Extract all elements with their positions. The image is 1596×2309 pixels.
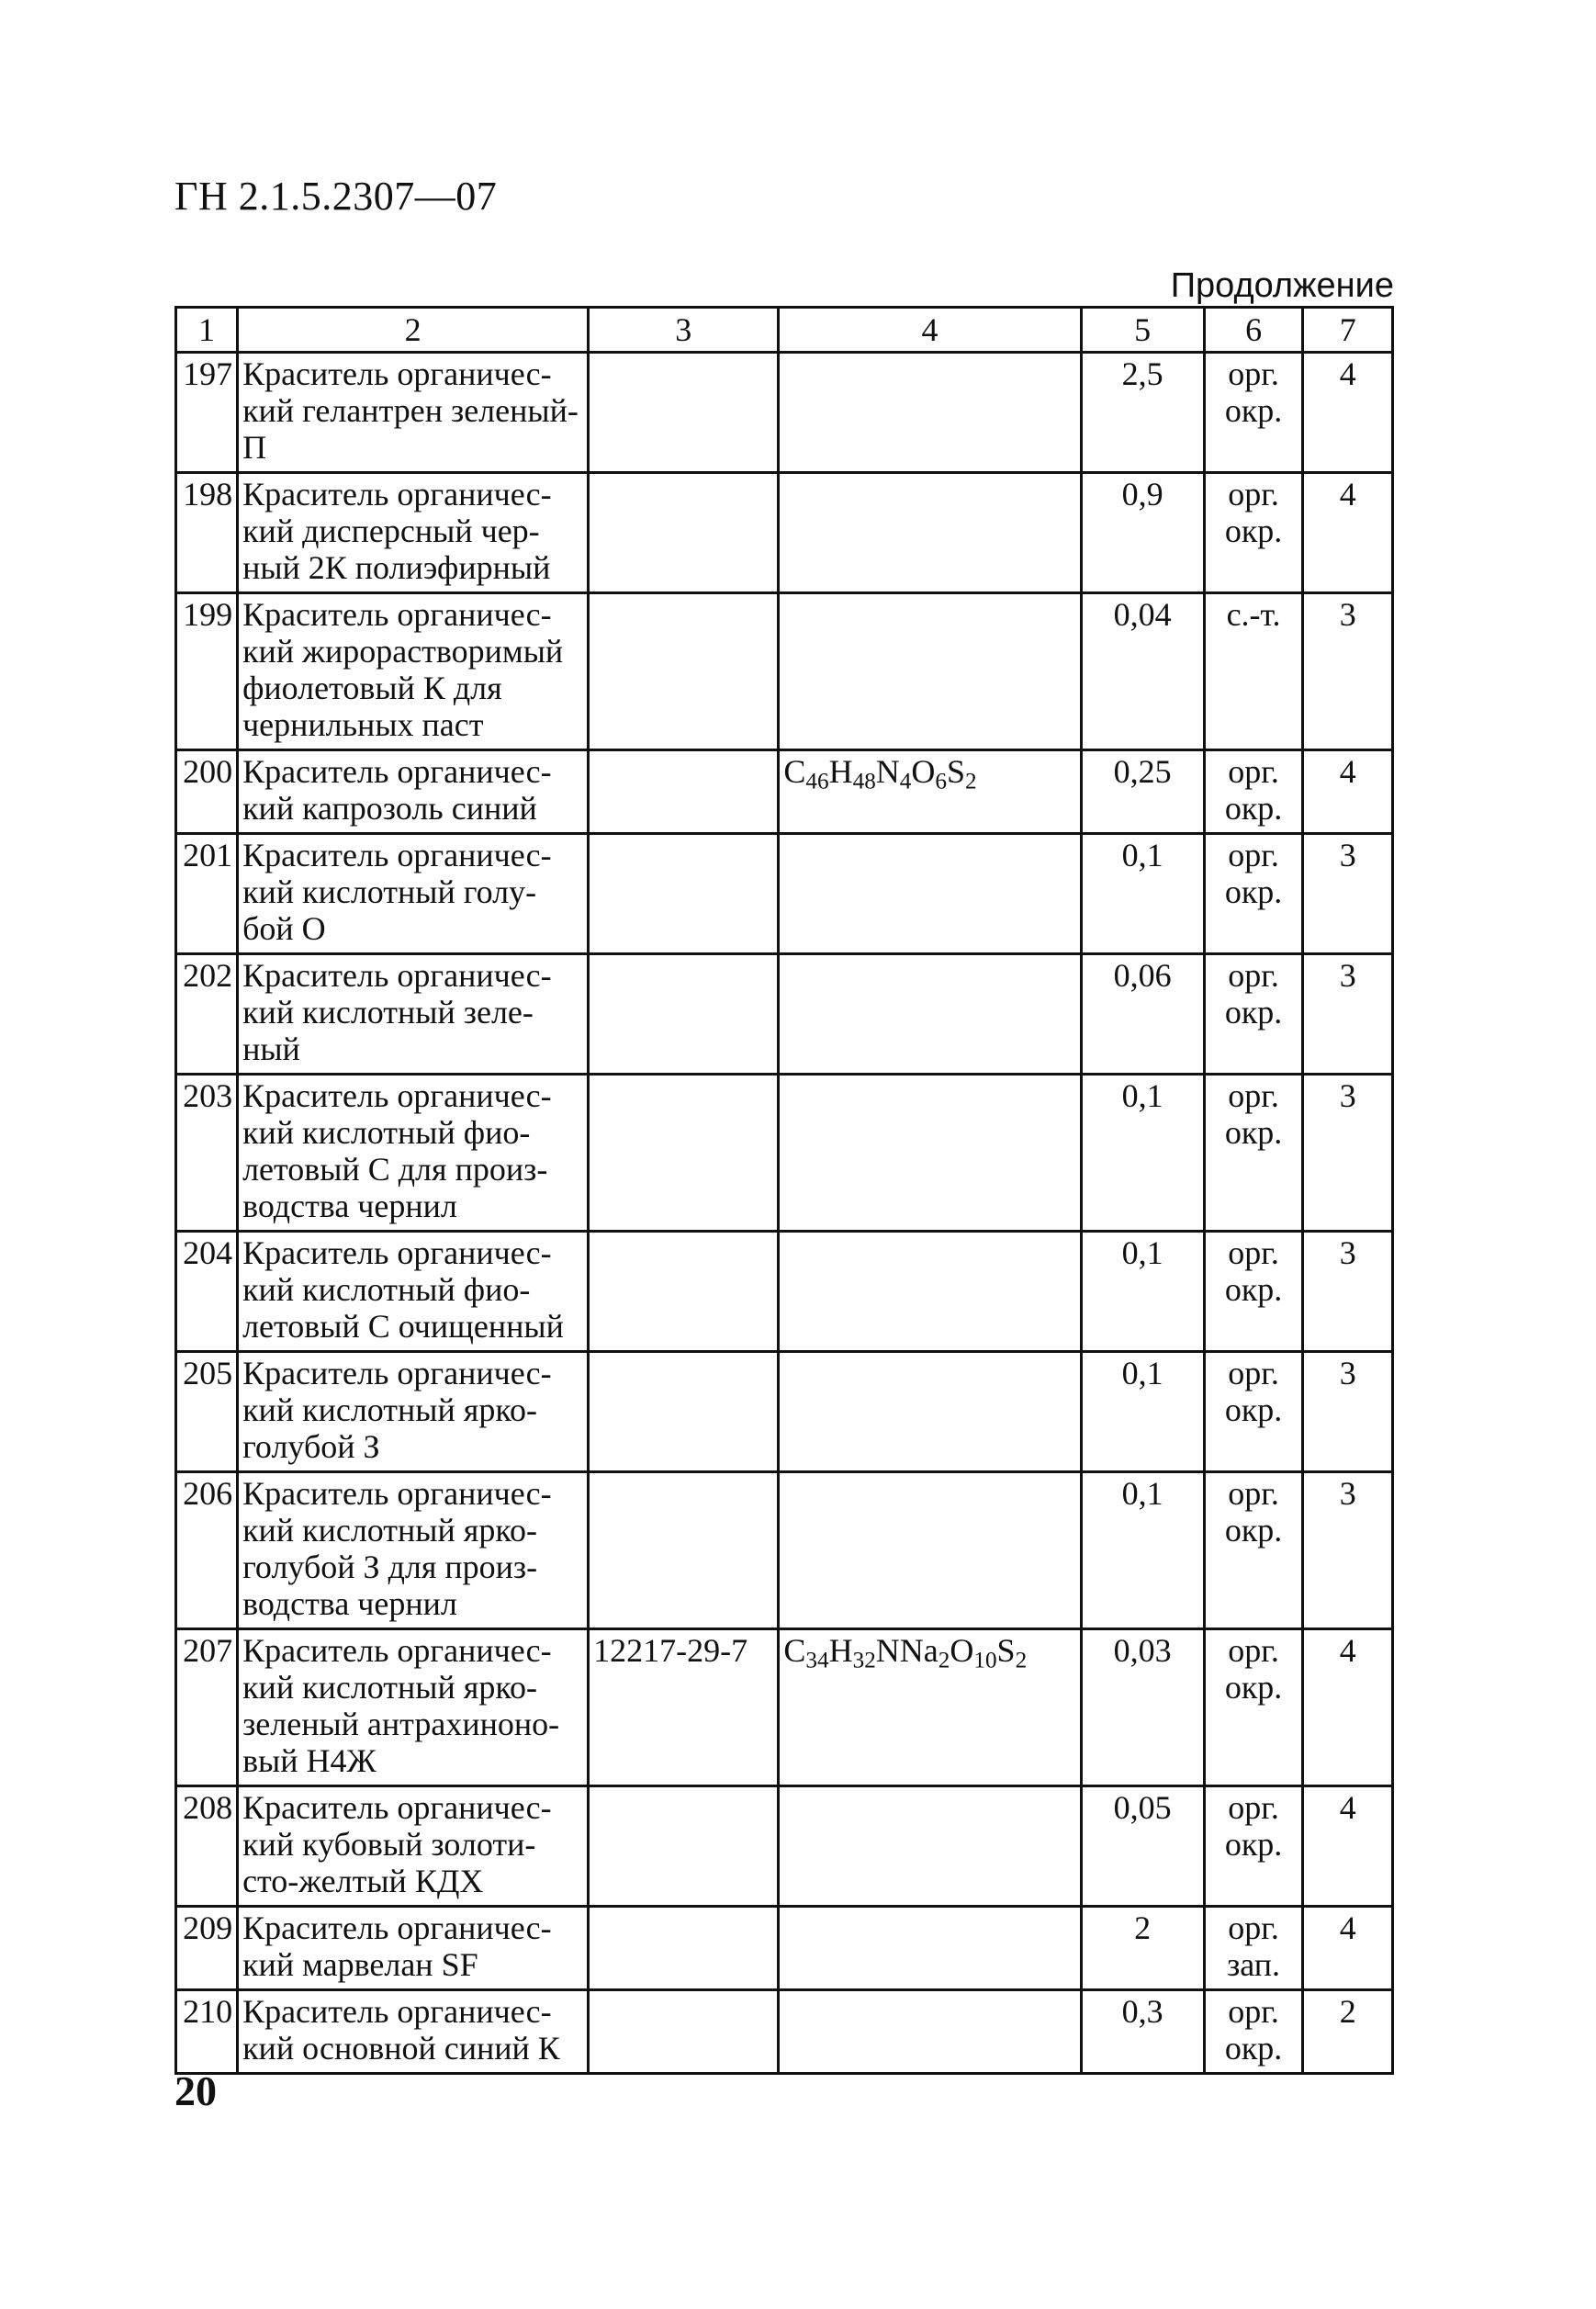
hazard-sign-cell: орг. окр. <box>1204 1990 1303 2074</box>
table-row <box>176 353 1393 473</box>
substance-name-cell: Краситель органичес-кий кислотный фио-летовый С очищенный <box>238 1232 589 1352</box>
column-header: 5 <box>1081 308 1204 353</box>
norm-value-cell: 0,05 <box>1081 1786 1204 1907</box>
hazard-class-cell: 3 <box>1303 593 1393 750</box>
table-row <box>176 1232 1393 1352</box>
hazard-sign-cell: орг. окр. <box>1204 353 1303 473</box>
hazard-class-cell: 4 <box>1303 1907 1393 1990</box>
row-number-cell: 200 <box>176 750 238 834</box>
table-row <box>176 473 1393 593</box>
hazard-class-cell: 3 <box>1303 834 1393 954</box>
norm-value-cell: 0,1 <box>1081 1232 1204 1352</box>
cas-number-cell <box>589 1472 779 1629</box>
norms-table <box>174 306 1394 2075</box>
row-number-cell: 197 <box>176 353 238 473</box>
hazard-sign-cell: орг. окр. <box>1204 834 1303 954</box>
cas-number-cell <box>589 834 779 954</box>
cas-number-cell <box>589 593 779 750</box>
row-number-cell: 199 <box>176 593 238 750</box>
norm-value-cell: 0,06 <box>1081 954 1204 1075</box>
cas-number-cell: 12217-29-7 <box>589 1629 779 1786</box>
hazard-class-cell: 4 <box>1303 1786 1393 1907</box>
cas-number-cell <box>589 954 779 1075</box>
column-header: 1 <box>176 308 238 353</box>
table-row <box>176 1990 1393 2074</box>
table-row <box>176 1786 1393 1907</box>
substance-name-cell: Краситель органичес-кий основной синий К <box>238 1990 589 2074</box>
hazard-class-cell: 3 <box>1303 954 1393 1075</box>
substance-name-cell: Краситель органичес-кий кубовый золоти-сто-желтый КДХ <box>238 1786 589 1907</box>
formula-cell <box>779 1352 1081 1472</box>
hazard-sign-cell: орг. окр. <box>1204 1075 1303 1232</box>
norm-value-cell: 0,3 <box>1081 1990 1204 2074</box>
table-body <box>176 353 1393 2074</box>
hazard-class-cell: 4 <box>1303 750 1393 834</box>
row-number-cell: 202 <box>176 954 238 1075</box>
row-number-cell: 207 <box>176 1629 238 1786</box>
substance-name-cell: Краситель органичес-кий гелантрен зеленый-П <box>238 353 589 473</box>
row-number-cell: 206 <box>176 1472 238 1629</box>
hazard-sign-cell: орг. окр. <box>1204 1232 1303 1352</box>
column-header: 4 <box>779 308 1081 353</box>
cas-number-cell <box>589 1232 779 1352</box>
table-row <box>176 593 1393 750</box>
hazard-sign-cell: орг. зап. <box>1204 1907 1303 1990</box>
norm-value-cell: 0,03 <box>1081 1629 1204 1786</box>
norm-value-cell: 0,1 <box>1081 1075 1204 1232</box>
row-number-cell: 204 <box>176 1232 238 1352</box>
row-number-cell: 205 <box>176 1352 238 1472</box>
substance-name-cell: Краситель органичес-кий марвелан SF <box>238 1907 589 1990</box>
formula-cell <box>779 1232 1081 1352</box>
formula-cell <box>779 1075 1081 1232</box>
table-row <box>176 1629 1393 1786</box>
substance-name-cell: Краситель органичес-кий капрозоль синий <box>238 750 589 834</box>
row-number-cell: 201 <box>176 834 238 954</box>
norm-value-cell: 0,1 <box>1081 834 1204 954</box>
hazard-class-cell: 3 <box>1303 1232 1393 1352</box>
table-row <box>176 750 1393 834</box>
formula-cell <box>779 954 1081 1075</box>
table-row <box>176 1907 1393 1990</box>
norm-value-cell: 0,25 <box>1081 750 1204 834</box>
formula-cell <box>779 834 1081 954</box>
substance-name-cell: Краситель органичес-кий кислотный ярко-зеленый антрахиноно-вый Н4Ж <box>238 1629 589 1786</box>
hazard-class-cell: 3 <box>1303 1352 1393 1472</box>
substance-name-cell: Краситель органичес-кий дисперсный чер-ный 2К полиэфирный <box>238 473 589 593</box>
formula-cell: $C_{46}H_{48}N_4O_6S_2$ <box>779 750 1081 834</box>
row-number-cell: 209 <box>176 1907 238 1990</box>
formula-cell <box>779 1990 1081 2074</box>
table-row <box>176 1352 1393 1472</box>
row-number-cell: 208 <box>176 1786 238 1907</box>
substance-name-cell: Краситель органичес-кий кислотный ярко-голубой З <box>238 1352 589 1472</box>
page-number: 20 <box>174 2067 217 2114</box>
table-row <box>176 954 1393 1075</box>
document-code: ГН 2.1.5.2307—07 <box>174 174 498 219</box>
norm-value-cell: 0,9 <box>1081 473 1204 593</box>
column-header: 7 <box>1303 308 1393 353</box>
norm-value-cell: 0,1 <box>1081 1352 1204 1472</box>
formula-cell <box>779 473 1081 593</box>
norm-value-cell: 0,1 <box>1081 1472 1204 1629</box>
cas-number-cell <box>589 1075 779 1232</box>
formula-cell <box>779 1786 1081 1907</box>
formula-cell <box>779 353 1081 473</box>
cas-number-cell <box>589 750 779 834</box>
cas-number-cell <box>589 473 779 593</box>
substance-name-cell: Краситель органичес-кий кислотный голу-бой О <box>238 834 589 954</box>
column-header: 3 <box>589 308 779 353</box>
hazard-sign-cell: орг. окр. <box>1204 1352 1303 1472</box>
formula-cell: $C_{34}H_{32}NNa_2O_{10}S_2$ <box>779 1629 1081 1786</box>
cas-number-cell <box>589 1786 779 1907</box>
norm-value-cell: 2 <box>1081 1907 1204 1990</box>
hazard-class-cell: 4 <box>1303 1629 1393 1786</box>
substance-name-cell: Краситель органичес-кий кислотный ярко-голубой З для произ-водства чернил <box>238 1472 589 1629</box>
hazard-sign-cell: орг. окр. <box>1204 1629 1303 1786</box>
hazard-sign-cell: орг. окр. <box>1204 750 1303 834</box>
column-header: 6 <box>1204 308 1303 353</box>
norm-value-cell: 0,04 <box>1081 593 1204 750</box>
formula-cell <box>779 1907 1081 1990</box>
hazard-sign-cell: с.-т. <box>1204 593 1303 750</box>
cas-number-cell <box>589 1990 779 2074</box>
norm-value-cell: 2,5 <box>1081 353 1204 473</box>
formula-cell <box>779 1472 1081 1629</box>
hazard-sign-cell: орг. окр. <box>1204 954 1303 1075</box>
row-number-cell: 210 <box>176 1990 238 2074</box>
substance-name-cell: Краситель органичес-кий кислотный зеле-ный <box>238 954 589 1075</box>
cas-number-cell <box>589 353 779 473</box>
hazard-class-cell: 4 <box>1303 353 1393 473</box>
hazard-class-cell: 4 <box>1303 473 1393 593</box>
column-header: 2 <box>238 308 589 353</box>
substance-name-cell: Краситель органичес-кий жирорастворимый фиолетовый К для чернильных паст <box>238 593 589 750</box>
table-row <box>176 1075 1393 1232</box>
cas-number-cell <box>589 1352 779 1472</box>
row-number-cell: 198 <box>176 473 238 593</box>
hazard-sign-cell: орг. окр. <box>1204 1472 1303 1629</box>
cas-number-cell <box>589 1907 779 1990</box>
hazard-class-cell: 3 <box>1303 1075 1393 1232</box>
table-row <box>176 1472 1393 1629</box>
formula-cell <box>779 593 1081 750</box>
substance-name-cell: Краситель органичес-кий кислотный фио-летовый С для произ-водства чернил <box>238 1075 589 1232</box>
continuation-label: Продолжение <box>1170 266 1394 305</box>
hazard-class-cell: 3 <box>1303 1472 1393 1629</box>
hazard-sign-cell: орг. окр. <box>1204 1786 1303 1907</box>
hazard-class-cell: 2 <box>1303 1990 1393 2074</box>
hazard-sign-cell: орг. окр. <box>1204 473 1303 593</box>
row-number-cell: 203 <box>176 1075 238 1232</box>
table-header-row <box>176 308 1393 353</box>
table-row <box>176 834 1393 954</box>
